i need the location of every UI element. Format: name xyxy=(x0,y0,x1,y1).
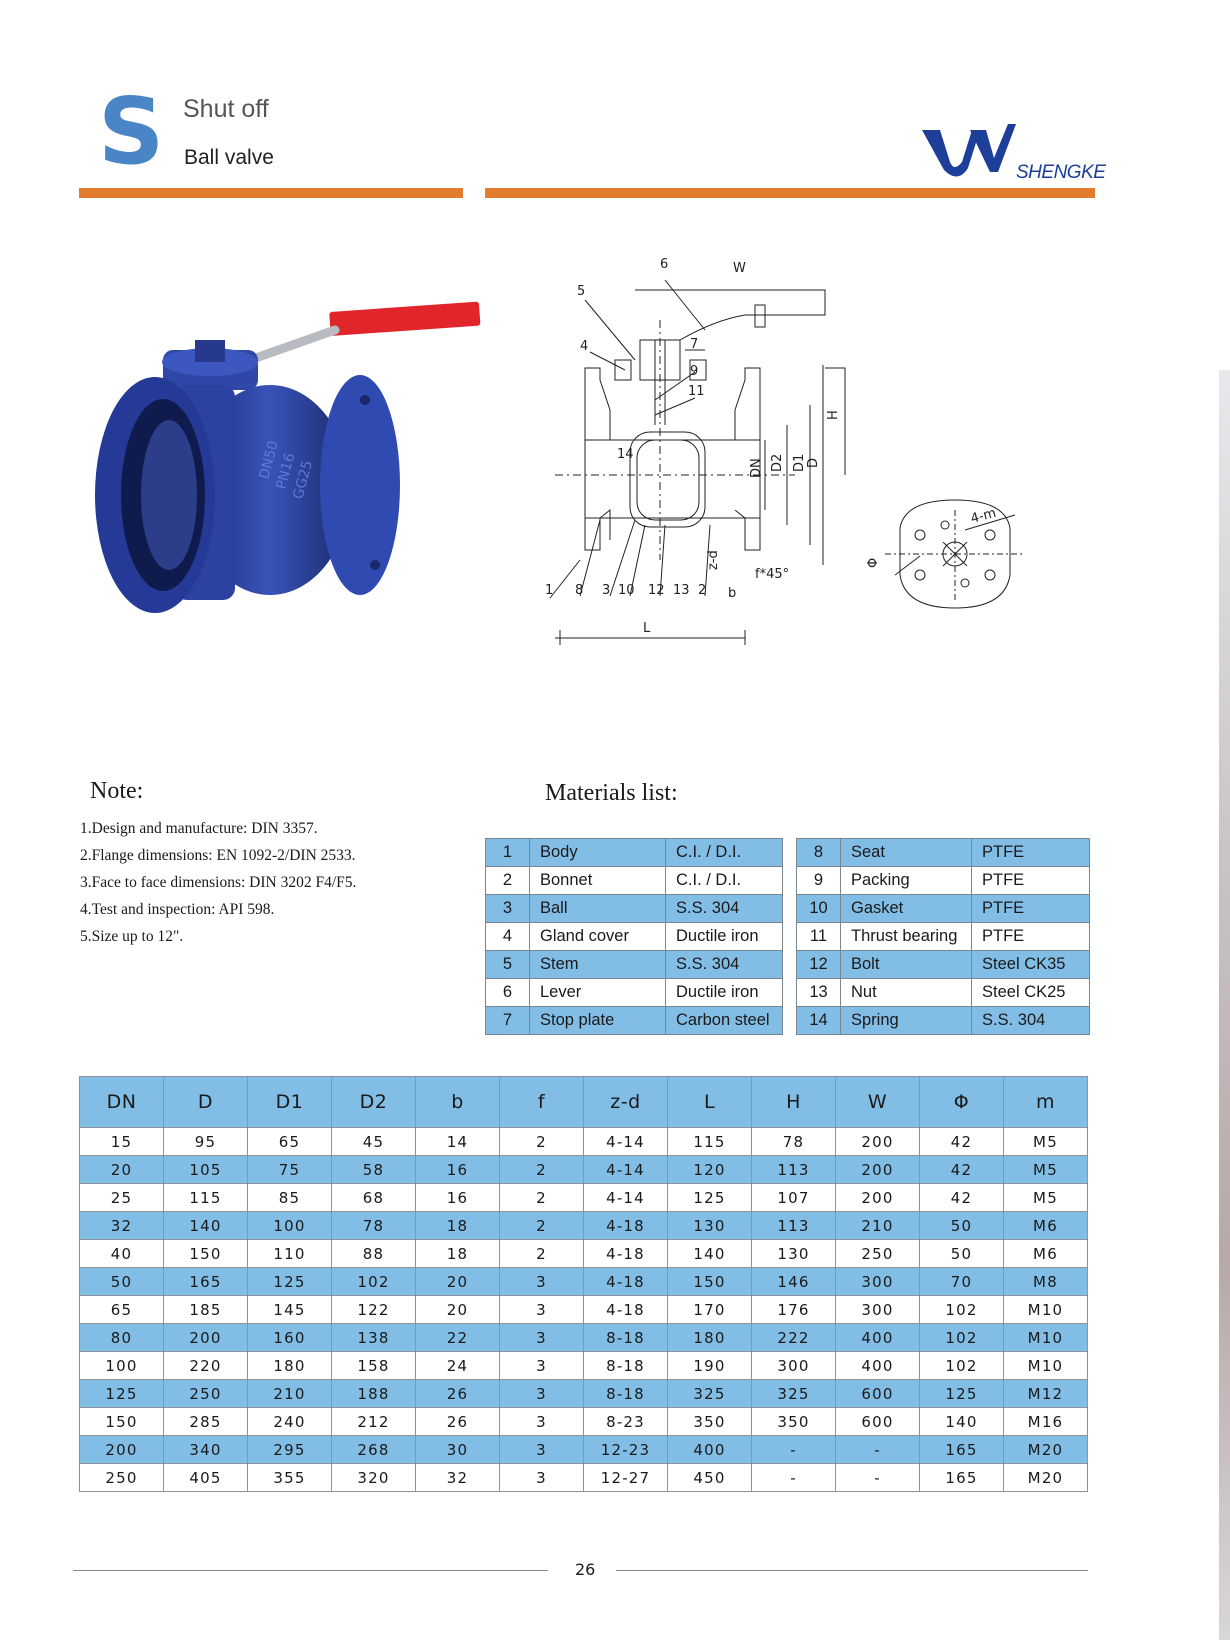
dimensions-cell: 65 xyxy=(80,1296,164,1324)
dimensions-cell: 400 xyxy=(668,1436,752,1464)
drawing-label: L xyxy=(643,621,651,636)
dimensions-cell: 200 xyxy=(164,1324,248,1352)
dimensions-cell: 20 xyxy=(80,1156,164,1184)
materials-row xyxy=(797,979,1090,1007)
dimensions-cell: 170 xyxy=(668,1296,752,1324)
dimensions-cell: 20 xyxy=(416,1296,500,1324)
dimensions-cell: 8-18 xyxy=(584,1380,668,1408)
materials-row xyxy=(486,1007,783,1035)
material-part-name: Spring xyxy=(841,1007,972,1035)
note-item: 5.Size up to 12". xyxy=(80,928,184,945)
dimensions-cell: 240 xyxy=(248,1408,332,1436)
drawing-label: 4 xyxy=(580,339,589,354)
dimensions-column-header: Φ xyxy=(920,1077,1004,1128)
dimensions-cell: 3 xyxy=(500,1268,584,1296)
dimensions-cell: 24 xyxy=(416,1352,500,1380)
dimensions-cell: 120 xyxy=(668,1156,752,1184)
dimensions-cell: 88 xyxy=(332,1240,416,1268)
dimensions-cell: 295 xyxy=(248,1436,332,1464)
valve-section-drawing xyxy=(545,257,1075,670)
dimensions-cell: 450 xyxy=(668,1464,752,1492)
dimensions-cell: M6 xyxy=(1004,1212,1088,1240)
dimensions-cell: 8-18 xyxy=(584,1324,668,1352)
drawing-label: 3 xyxy=(602,583,611,598)
dimensions-cell: 210 xyxy=(836,1212,920,1240)
dimensions-cell: 8-18 xyxy=(584,1352,668,1380)
material-spec: Steel CK25 xyxy=(972,979,1090,1007)
material-part-number: 3 xyxy=(486,895,530,923)
dimensions-cell: 75 xyxy=(248,1156,332,1184)
dimensions-cell: 140 xyxy=(164,1212,248,1240)
dimensions-cell: M20 xyxy=(1004,1464,1088,1492)
dimensions-cell: 110 xyxy=(248,1240,332,1268)
material-part-name: Bolt xyxy=(841,951,972,979)
dimensions-cell: 40 xyxy=(80,1240,164,1268)
dimensions-row xyxy=(80,1296,1088,1324)
material-spec: S.S. 304 xyxy=(972,1007,1090,1035)
dimensions-row xyxy=(80,1184,1088,1212)
dimensions-cell: 600 xyxy=(836,1408,920,1436)
material-spec: Steel CK35 xyxy=(972,951,1090,979)
materials-row xyxy=(797,839,1090,867)
dimensions-cell: 200 xyxy=(836,1156,920,1184)
dimensions-cell: M5 xyxy=(1004,1156,1088,1184)
dimensions-row xyxy=(80,1436,1088,1464)
dimensions-cell: 50 xyxy=(80,1268,164,1296)
dimensions-cell: - xyxy=(752,1464,836,1492)
section-title: Shut off xyxy=(183,95,269,123)
dimensions-cell: 2 xyxy=(500,1184,584,1212)
dimensions-column-header: b xyxy=(416,1077,500,1128)
dimensions-cell: - xyxy=(836,1464,920,1492)
dimensions-cell: 4-14 xyxy=(584,1128,668,1156)
material-part-number: 7 xyxy=(486,1007,530,1035)
material-part-name: Stem xyxy=(530,951,666,979)
dimensions-cell: 22 xyxy=(416,1324,500,1352)
dimensions-cell: 3 xyxy=(500,1464,584,1492)
dimensions-cell: 160 xyxy=(248,1324,332,1352)
drawing-label: W xyxy=(733,261,746,276)
dimensions-cell: 165 xyxy=(920,1464,1004,1492)
dimensions-cell: M8 xyxy=(1004,1268,1088,1296)
materials-row xyxy=(797,895,1090,923)
dimensions-cell: 220 xyxy=(164,1352,248,1380)
dimensions-cell: 176 xyxy=(752,1296,836,1324)
drawing-label: 9 xyxy=(690,364,699,379)
dimensions-cell: 125 xyxy=(248,1268,332,1296)
ball-valve-photo xyxy=(85,300,480,640)
dimensions-cell: 78 xyxy=(332,1212,416,1240)
material-spec: Carbon steel xyxy=(666,1007,783,1035)
dimensions-cell: 150 xyxy=(164,1240,248,1268)
dimensions-cell: 115 xyxy=(668,1128,752,1156)
dimensions-cell: M20 xyxy=(1004,1436,1088,1464)
drawing-label: D xyxy=(806,457,821,468)
material-part-number: 14 xyxy=(797,1007,841,1035)
brand-name: SHENGKE xyxy=(1016,162,1106,183)
drawing-label: 12 xyxy=(648,583,665,598)
dimensions-cell: M10 xyxy=(1004,1324,1088,1352)
dimensions-column-header: L xyxy=(668,1077,752,1128)
materials-row xyxy=(486,951,783,979)
dimensions-cell: 102 xyxy=(920,1296,1004,1324)
dimensions-cell: M12 xyxy=(1004,1380,1088,1408)
dimensions-cell: 150 xyxy=(668,1268,752,1296)
footer-rule-right xyxy=(616,1570,1088,1571)
material-spec: C.I. / D.I. xyxy=(666,867,783,895)
material-spec: PTFE xyxy=(972,923,1090,951)
product-title: Ball valve xyxy=(184,146,274,169)
material-part-name: Thrust bearing xyxy=(841,923,972,951)
header-divider-left xyxy=(79,188,463,198)
material-part-number: 2 xyxy=(486,867,530,895)
drawing-label: b xyxy=(728,586,737,601)
dimensions-cell: 300 xyxy=(836,1268,920,1296)
dimensions-table xyxy=(79,1076,1088,1492)
notes-list xyxy=(80,815,356,950)
material-spec: S.S. 304 xyxy=(666,895,783,923)
drawing-label: Φ xyxy=(866,557,881,568)
dimensions-cell: 65 xyxy=(248,1128,332,1156)
dimensions-cell: 138 xyxy=(332,1324,416,1352)
dimensions-cell: 14 xyxy=(416,1128,500,1156)
dimensions-cell: 12-27 xyxy=(584,1464,668,1492)
dimensions-row xyxy=(80,1128,1088,1156)
dimensions-cell: 58 xyxy=(332,1156,416,1184)
dimensions-row xyxy=(80,1464,1088,1492)
notes-heading: Note: xyxy=(90,778,144,804)
material-part-name: Gland cover xyxy=(530,923,666,951)
dimensions-cell: M6 xyxy=(1004,1240,1088,1268)
dimensions-cell: 3 xyxy=(500,1352,584,1380)
dimensions-cell: 355 xyxy=(248,1464,332,1492)
dimensions-cell: 68 xyxy=(332,1184,416,1212)
dimensions-cell: 325 xyxy=(668,1380,752,1408)
materials-row xyxy=(486,923,783,951)
drawing-label: 2 xyxy=(698,583,707,598)
drawing-label: D2 xyxy=(770,453,785,472)
material-part-name: Lever xyxy=(530,979,666,1007)
section-letter: S xyxy=(98,78,165,185)
materials-row xyxy=(797,951,1090,979)
dimensions-cell: 105 xyxy=(164,1156,248,1184)
materials-row xyxy=(486,839,783,867)
dimensions-cell: M10 xyxy=(1004,1296,1088,1324)
materials-row xyxy=(486,867,783,895)
dimensions-cell: 3 xyxy=(500,1296,584,1324)
dimensions-cell: 140 xyxy=(668,1240,752,1268)
dimensions-cell: 30 xyxy=(416,1436,500,1464)
dimensions-cell: 8-23 xyxy=(584,1408,668,1436)
material-part-number: 13 xyxy=(797,979,841,1007)
dimensions-cell: 300 xyxy=(836,1296,920,1324)
dimensions-cell: 125 xyxy=(80,1380,164,1408)
dimensions-cell: 140 xyxy=(920,1408,1004,1436)
dimensions-column-header: D xyxy=(164,1077,248,1128)
material-part-number: 9 xyxy=(797,867,841,895)
dimensions-cell: 32 xyxy=(80,1212,164,1240)
drawing-label: 8 xyxy=(575,583,584,598)
dimensions-cell: 42 xyxy=(920,1184,1004,1212)
dimensions-cell: 102 xyxy=(332,1268,416,1296)
dimensions-cell: 325 xyxy=(752,1380,836,1408)
dimensions-row xyxy=(80,1380,1088,1408)
material-part-name: Stop plate xyxy=(530,1007,666,1035)
dimensions-cell: 165 xyxy=(164,1268,248,1296)
dimensions-cell: 285 xyxy=(164,1408,248,1436)
dimensions-cell: 405 xyxy=(164,1464,248,1492)
materials-row xyxy=(486,979,783,1007)
dimensions-row xyxy=(80,1408,1088,1436)
dimensions-cell: 222 xyxy=(752,1324,836,1352)
dimensions-cell: 300 xyxy=(752,1352,836,1380)
dimensions-cell: 80 xyxy=(80,1324,164,1352)
casting-mark: GG25 xyxy=(290,458,317,502)
material-spec: PTFE xyxy=(972,867,1090,895)
dimensions-cell: 42 xyxy=(920,1156,1004,1184)
dimensions-cell: 180 xyxy=(248,1352,332,1380)
note-item: 3.Face to face dimensions: DIN 3202 F4/F5. xyxy=(80,874,357,891)
dimensions-cell: 26 xyxy=(416,1380,500,1408)
drawing-label: 4-m xyxy=(969,505,998,527)
material-spec: S.S. 304 xyxy=(666,951,783,979)
dimensions-column-header: D1 xyxy=(248,1077,332,1128)
material-spec: PTFE xyxy=(972,839,1090,867)
dimensions-cell: 113 xyxy=(752,1156,836,1184)
dimensions-cell: 50 xyxy=(920,1212,1004,1240)
dimensions-cell: 2 xyxy=(500,1212,584,1240)
material-part-name: Body xyxy=(530,839,666,867)
header-divider-right xyxy=(485,188,1095,198)
dimensions-cell: 3 xyxy=(500,1408,584,1436)
dimensions-cell: 4-18 xyxy=(584,1240,668,1268)
material-part-number: 5 xyxy=(486,951,530,979)
dimensions-cell: 113 xyxy=(752,1212,836,1240)
dimensions-cell: 3 xyxy=(500,1380,584,1408)
dimensions-cell: 200 xyxy=(836,1184,920,1212)
dimensions-cell: 20 xyxy=(416,1268,500,1296)
dimensions-cell: 18 xyxy=(416,1212,500,1240)
dimensions-cell: 350 xyxy=(752,1408,836,1436)
dimensions-cell: M16 xyxy=(1004,1408,1088,1436)
dimensions-cell: 185 xyxy=(164,1296,248,1324)
dimensions-cell: 32 xyxy=(416,1464,500,1492)
materials-row xyxy=(797,1007,1090,1035)
dimensions-cell: 102 xyxy=(920,1324,1004,1352)
dimensions-cell: M5 xyxy=(1004,1184,1088,1212)
dimensions-cell: 16 xyxy=(416,1184,500,1212)
dimensions-cell: 25 xyxy=(80,1184,164,1212)
dimensions-cell: 70 xyxy=(920,1268,1004,1296)
dimensions-cell: 100 xyxy=(248,1212,332,1240)
dimensions-cell: 16 xyxy=(416,1156,500,1184)
dimensions-cell: 158 xyxy=(332,1352,416,1380)
dimensions-cell: 4-18 xyxy=(584,1296,668,1324)
dimensions-column-header: DN xyxy=(80,1077,164,1128)
note-item: 4.Test and inspection: API 598. xyxy=(80,901,275,918)
dimensions-cell: 200 xyxy=(836,1128,920,1156)
casting-mark: PN16 xyxy=(273,451,299,492)
dimensions-cell: - xyxy=(836,1436,920,1464)
drawing-label: 5 xyxy=(577,284,586,299)
materials-row xyxy=(797,867,1090,895)
drawing-label: DN xyxy=(749,458,764,478)
dimensions-cell: 165 xyxy=(920,1436,1004,1464)
dimensions-column-header: D2 xyxy=(332,1077,416,1128)
dimensions-cell: 95 xyxy=(164,1128,248,1156)
dimensions-row xyxy=(80,1212,1088,1240)
dimensions-cell: 188 xyxy=(332,1380,416,1408)
dimensions-cell: 107 xyxy=(752,1184,836,1212)
materials-row xyxy=(797,923,1090,951)
dimensions-cell: M10 xyxy=(1004,1352,1088,1380)
materials-row xyxy=(486,895,783,923)
dimensions-cell: 180 xyxy=(668,1324,752,1352)
dimensions-cell: 3 xyxy=(500,1436,584,1464)
dimensions-cell: 122 xyxy=(332,1296,416,1324)
material-spec: Ductile iron xyxy=(666,979,783,1007)
materials-table-right xyxy=(796,838,1090,1035)
dimensions-cell: 78 xyxy=(752,1128,836,1156)
dimensions-header-row xyxy=(80,1077,1088,1128)
drawing-label: 1 xyxy=(545,583,554,598)
dimensions-cell: 15 xyxy=(80,1128,164,1156)
material-part-name: Bonnet xyxy=(530,867,666,895)
dimensions-row xyxy=(80,1156,1088,1184)
material-part-number: 1 xyxy=(486,839,530,867)
dimensions-cell: 12-23 xyxy=(584,1436,668,1464)
drawing-label: 10 xyxy=(618,583,635,598)
materials-table-left xyxy=(485,838,783,1035)
dimensions-row xyxy=(80,1268,1088,1296)
dimensions-cell: 320 xyxy=(332,1464,416,1492)
dimensions-cell: 100 xyxy=(80,1352,164,1380)
material-part-number: 12 xyxy=(797,951,841,979)
material-part-name: Ball xyxy=(530,895,666,923)
page-edge xyxy=(1219,370,1230,1640)
dimensions-cell: 125 xyxy=(668,1184,752,1212)
dimensions-cell: 4-14 xyxy=(584,1184,668,1212)
dimensions-cell: 250 xyxy=(80,1464,164,1492)
dimensions-cell: 18 xyxy=(416,1240,500,1268)
material-spec: C.I. / D.I. xyxy=(666,839,783,867)
dimensions-cell: 102 xyxy=(920,1352,1004,1380)
dimensions-row xyxy=(80,1240,1088,1268)
dimensions-cell: 210 xyxy=(248,1380,332,1408)
dimensions-cell: M5 xyxy=(1004,1128,1088,1156)
drawing-label: 7 xyxy=(690,337,699,352)
dimensions-cell: 146 xyxy=(752,1268,836,1296)
drawing-label: z-d xyxy=(706,550,721,570)
dimensions-cell: 600 xyxy=(836,1380,920,1408)
dimensions-cell: 145 xyxy=(248,1296,332,1324)
material-part-number: 4 xyxy=(486,923,530,951)
dimensions-cell: 2 xyxy=(500,1156,584,1184)
dimensions-cell: 200 xyxy=(80,1436,164,1464)
dimensions-cell: 190 xyxy=(668,1352,752,1380)
drawing-label: 11 xyxy=(688,384,705,399)
dimensions-cell: 400 xyxy=(836,1324,920,1352)
note-item: 2.Flange dimensions: EN 1092-2/DIN 2533. xyxy=(80,847,356,864)
dimensions-cell: 130 xyxy=(668,1212,752,1240)
dimensions-cell: 150 xyxy=(80,1408,164,1436)
materials-heading: Materials list: xyxy=(545,780,678,806)
dimensions-cell: 4-14 xyxy=(584,1156,668,1184)
dimensions-column-header: z-d xyxy=(584,1077,668,1128)
dimensions-column-header: m xyxy=(1004,1077,1088,1128)
material-part-number: 6 xyxy=(486,979,530,1007)
dimensions-cell: 4-18 xyxy=(584,1212,668,1240)
drawing-label: D1 xyxy=(792,453,807,472)
note-item: 1.Design and manufacture: DIN 3357. xyxy=(80,820,318,837)
dimensions-cell: 268 xyxy=(332,1436,416,1464)
material-part-name: Gasket xyxy=(841,895,972,923)
dimensions-cell: 212 xyxy=(332,1408,416,1436)
dimensions-cell: 125 xyxy=(920,1380,1004,1408)
dimensions-cell: 250 xyxy=(164,1380,248,1408)
dimensions-cell: 130 xyxy=(752,1240,836,1268)
dimensions-column-header: f xyxy=(500,1077,584,1128)
dimensions-cell: 26 xyxy=(416,1408,500,1436)
dimensions-cell: 350 xyxy=(668,1408,752,1436)
casting-mark: DN50 xyxy=(256,439,282,482)
dimensions-cell: 250 xyxy=(836,1240,920,1268)
material-part-name: Nut xyxy=(841,979,972,1007)
dimensions-cell: 400 xyxy=(836,1352,920,1380)
page-number: 26 xyxy=(575,1560,596,1579)
material-spec: PTFE xyxy=(972,895,1090,923)
material-part-name: Packing xyxy=(841,867,972,895)
dimensions-cell: 4-18 xyxy=(584,1268,668,1296)
material-part-number: 8 xyxy=(797,839,841,867)
dimensions-cell: 50 xyxy=(920,1240,1004,1268)
dimensions-cell: 115 xyxy=(164,1184,248,1212)
drawing-label: 6 xyxy=(660,257,669,272)
dimensions-cell: 2 xyxy=(500,1240,584,1268)
footer-rule-left xyxy=(73,1570,548,1571)
dimensions-column-header: W xyxy=(836,1077,920,1128)
dimensions-cell: 42 xyxy=(920,1128,1004,1156)
drawing-label: f*45° xyxy=(755,567,790,582)
dimensions-cell: 45 xyxy=(332,1128,416,1156)
dimensions-cell: - xyxy=(752,1436,836,1464)
drawing-label: 14 xyxy=(617,447,634,462)
material-part-number: 10 xyxy=(797,895,841,923)
dimensions-cell: 85 xyxy=(248,1184,332,1212)
material-spec: Ductile iron xyxy=(666,923,783,951)
dimensions-cell: 340 xyxy=(164,1436,248,1464)
dimensions-cell: 3 xyxy=(500,1324,584,1352)
dimensions-row xyxy=(80,1352,1088,1380)
drawing-label: 13 xyxy=(673,583,690,598)
material-part-name: Seat xyxy=(841,839,972,867)
dimensions-row xyxy=(80,1324,1088,1352)
dimensions-cell: 2 xyxy=(500,1128,584,1156)
material-part-number: 11 xyxy=(797,923,841,951)
drawing-label: H xyxy=(826,410,841,420)
dimensions-column-header: H xyxy=(752,1077,836,1128)
